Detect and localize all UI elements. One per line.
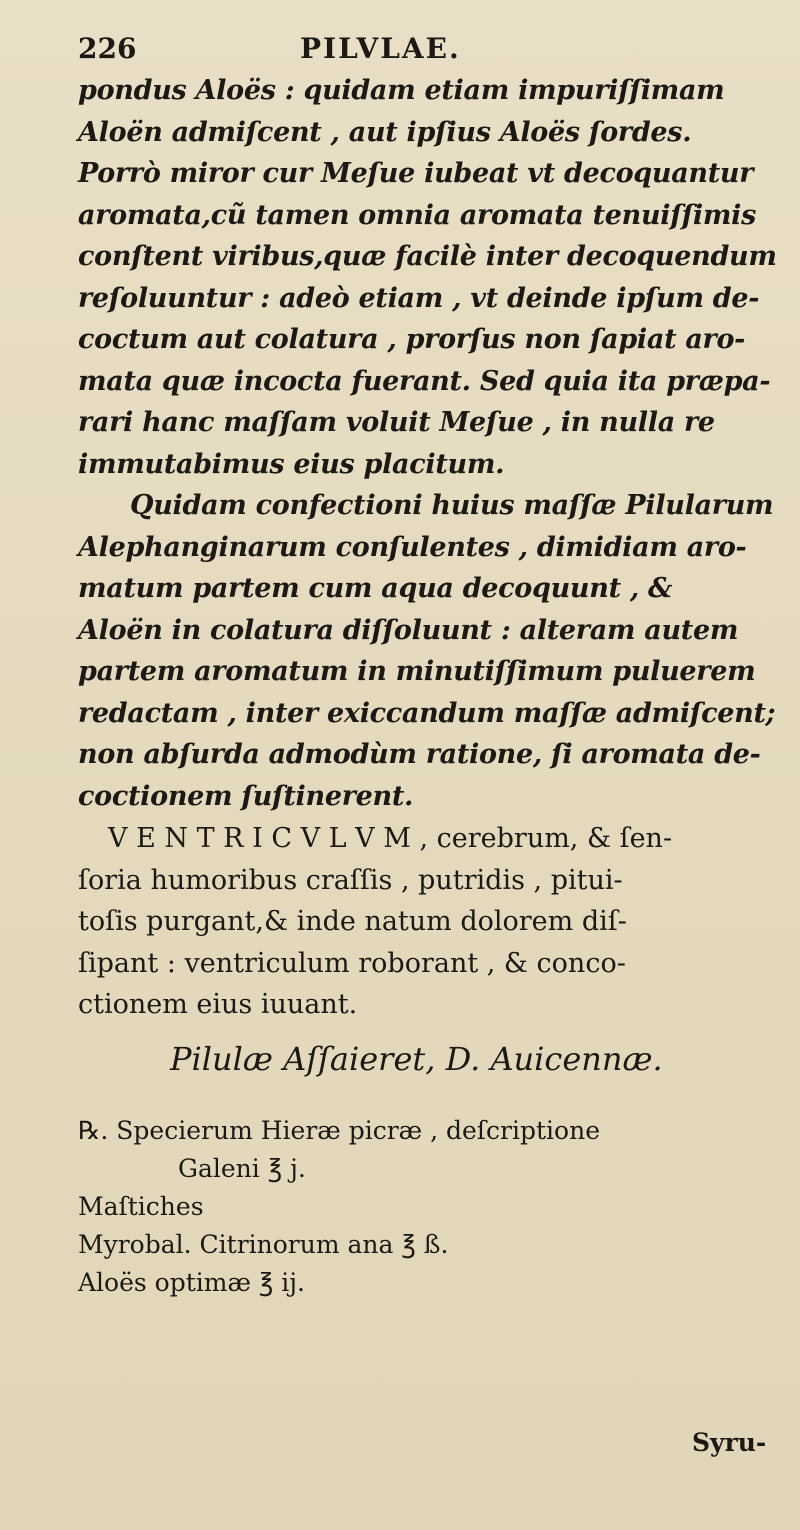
page-number: 226 <box>78 32 137 65</box>
italic-paragraphs <box>78 70 793 817</box>
recipe-line: Aloës optimæ ℥ ij. <box>78 1268 306 1297</box>
text-line: Aloën admiſcent , aut ipſius Aloës ſordes. <box>78 116 692 148</box>
recipe-line: Galeni ℥ j. <box>178 1154 306 1183</box>
recipe-line: ℞. Specierum Hieræ picræ , deſcriptione <box>78 1116 600 1145</box>
text-line: Aloën in colatura diſſoluunt : alteram autem <box>78 614 739 646</box>
text-line: redactam , inter exiccandum maſſæ admiſcent; <box>78 697 776 729</box>
recipe-line: Myrobal. Citrinorum ana ℥ ß. <box>78 1230 449 1259</box>
text-line: matum partem cum aqua decoquunt , & <box>78 573 673 604</box>
recipe-line: Maſtiches <box>78 1192 204 1221</box>
text-line: mata quæ incocta fuerant. Sed quia ita præpa- <box>78 365 771 397</box>
text-line: aromata,cũ tamen omnia aromata tenuiſſimis <box>78 199 756 231</box>
catchword: Syru- <box>692 1428 767 1457</box>
text-line: reſoluuntur : adeò etiam , vt deinde ipſum de- <box>78 282 760 314</box>
text-line: coctum aut colatura , prorſus non ſapiat aro- <box>78 324 746 355</box>
roman-paragraph <box>78 818 793 1026</box>
text-line: rari hanc maſſam voluit Meſue , in nulla re <box>78 407 715 438</box>
recipe-list <box>78 1112 798 1302</box>
text-line: non abſurda admodùm ratione, ſi aromata de- <box>78 739 761 770</box>
page-header <box>78 32 778 72</box>
running-title: PILVLAE. <box>300 32 461 65</box>
text-line: ſoria humoribus craſſis , putridis , pitui- <box>78 864 623 896</box>
text-line: pondus Aloës : quidam etiam impuriſſimam <box>78 75 725 106</box>
text-line: immutabimus eius placitum. <box>78 448 505 480</box>
text-line: toſis purgant,& inde natum dolorem diſ- <box>78 906 627 937</box>
text-line: coctionem ſuſtinerent. <box>78 780 414 812</box>
text-line: V E N T R I C V L V M , cerebrum, & ſen- <box>108 823 673 854</box>
text-line: conſtent viribus,quæ facilè inter decoquendum <box>78 241 777 272</box>
text-line: ſipant : ventriculum roborant , & conco- <box>78 947 626 979</box>
recipe-title: Pilulæ Aſſaieret, D. Auicennæ. <box>170 1040 663 1078</box>
text-line: ctionem eius iuuant. <box>78 989 358 1020</box>
text-line: Porrò miror cur Meſue iubeat vt decoquantur <box>78 158 754 189</box>
text-line: Alephanginarum conſulentes , dimidiam aro- <box>78 531 747 563</box>
text-line: partem aromatum in minutiſſimum puluerem <box>78 656 756 687</box>
text-line: Quidam confectioni huius maſſæ Pilularum <box>130 490 774 521</box>
